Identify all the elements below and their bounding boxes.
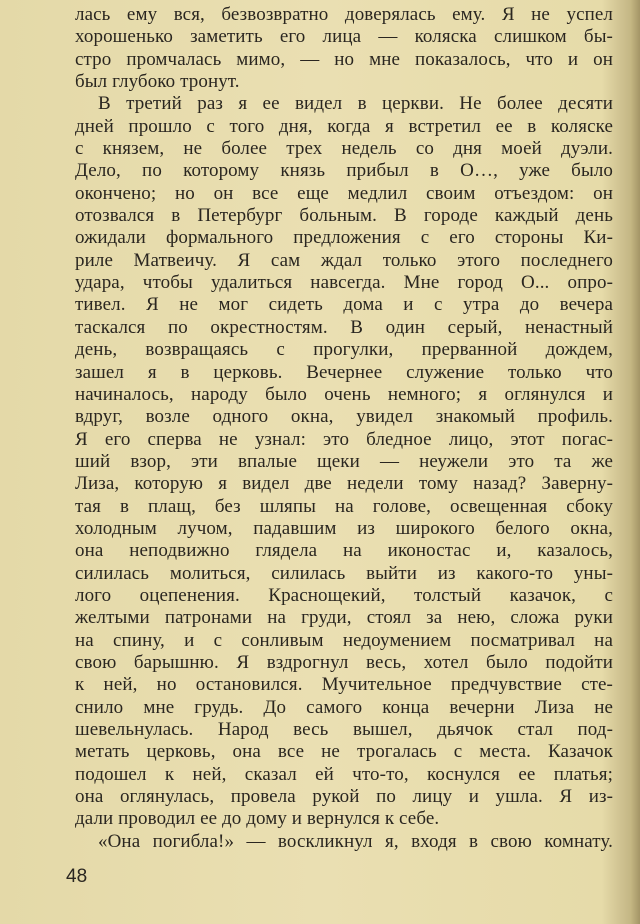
text-line: подошел к ней, сказал ей что-то, коснулся ее платья; <box>75 763 613 785</box>
page-edge <box>630 0 640 924</box>
text-line: холодным лучом, падавшим из широкого белого окна, <box>75 517 613 539</box>
text-line: свою барышню. Я вздрогнул весь, хотел было подойти <box>75 651 613 673</box>
text-line: стро промчалась мимо, — но мне показалось, что и он <box>75 48 613 70</box>
text-line: ожидали формального предложения с его стороны Ки- <box>75 227 613 249</box>
text-line: удара, чтобы удалиться навсегда. Мне город О... опро- <box>75 272 613 294</box>
text-line: зашел я в церковь. Вечернее служение только что <box>75 361 613 383</box>
text-line: начиналось, народу было очень немного; я оглянулся и <box>75 383 613 405</box>
body-text <box>75 4 613 853</box>
text-line: лась ему вся, безвозвратно доверялась ему. Я не успел <box>75 4 613 25</box>
text-line: она оглянулась, провела рукой по лицу и ушла. Я из- <box>75 786 613 808</box>
text-line: тая в плащ, без шляпы на голове, освещенная сбоку <box>75 495 613 517</box>
text-line: она неподвижно глядела на иконостас и, казалось, <box>75 540 613 562</box>
text-line: лого оцепенения. Краснощекий, толстый казачок, с <box>75 584 613 606</box>
text-line: вдруг, возле одного окна, увидел знакомый профиль. <box>75 406 613 428</box>
text-line: хорошенько заметить его лица — коляска слишком бы- <box>75 26 613 48</box>
text-line: риле Матвеичу. Я сам ждал только этого последнего <box>75 249 613 271</box>
text-line: желтыми патронами на груди, стоял за нею, сложа руки <box>75 607 613 629</box>
text-line: Лиза, которую я видел две недели тому назад? Заверну- <box>75 473 613 495</box>
text-line: метать церковь, она все не трогалась с места. Казачок <box>75 741 613 763</box>
text-line: Я его сперва не узнал: это бледное лицо, этот погас- <box>75 428 613 450</box>
text-line: день, возвращаясь с прогулки, прерванной дождем, <box>75 339 613 361</box>
text-line: шевельнулась. Народ весь вышел, дьячок стал под- <box>75 719 613 740</box>
text-line: дней прошло с того дня, когда я встретил ее в коляске <box>75 115 613 137</box>
text-line: отозвался в Петербург больным. В городе каждый день <box>75 205 613 227</box>
text-line: ший взор, эти впалые щеки — неужели это та же <box>75 450 613 472</box>
text-line: Дело, по которому князь прибыл в О…, уже было <box>75 160 613 182</box>
text-line: на спину, и с сонливым недоумением посматривал на <box>75 629 613 651</box>
page-number: 48 <box>66 866 88 887</box>
text-line: таскался по окрестностям. В один серый, ненастный <box>75 316 613 338</box>
text-line: окончено; но он все еще медлил своим отъездом: он <box>75 182 613 204</box>
text-line: «Она погибла!» — воскликнул я, входя в свою комнату. <box>98 830 613 852</box>
text-line: был глубоко тронут. <box>75 71 240 93</box>
text-line: к ней, но остановился. Мучительное предчувствие сте- <box>75 674 613 696</box>
text-line: тивел. Я не мог сидеть дома и с утра до вечера <box>75 294 613 316</box>
text-line: снило мне грудь. До самого конца вечерни Лиза не <box>75 696 613 718</box>
text-line: В третий раз я ее видел в церкви. Не более десяти <box>98 93 613 115</box>
text-line: с князем, не более трех недель со дня моей дуэли. <box>75 138 613 160</box>
text-line: силилась молиться, силилась выйти из какого-то уны- <box>75 562 613 584</box>
text-line: дали проводил ее до дому и вернулся к себе. <box>75 808 440 830</box>
